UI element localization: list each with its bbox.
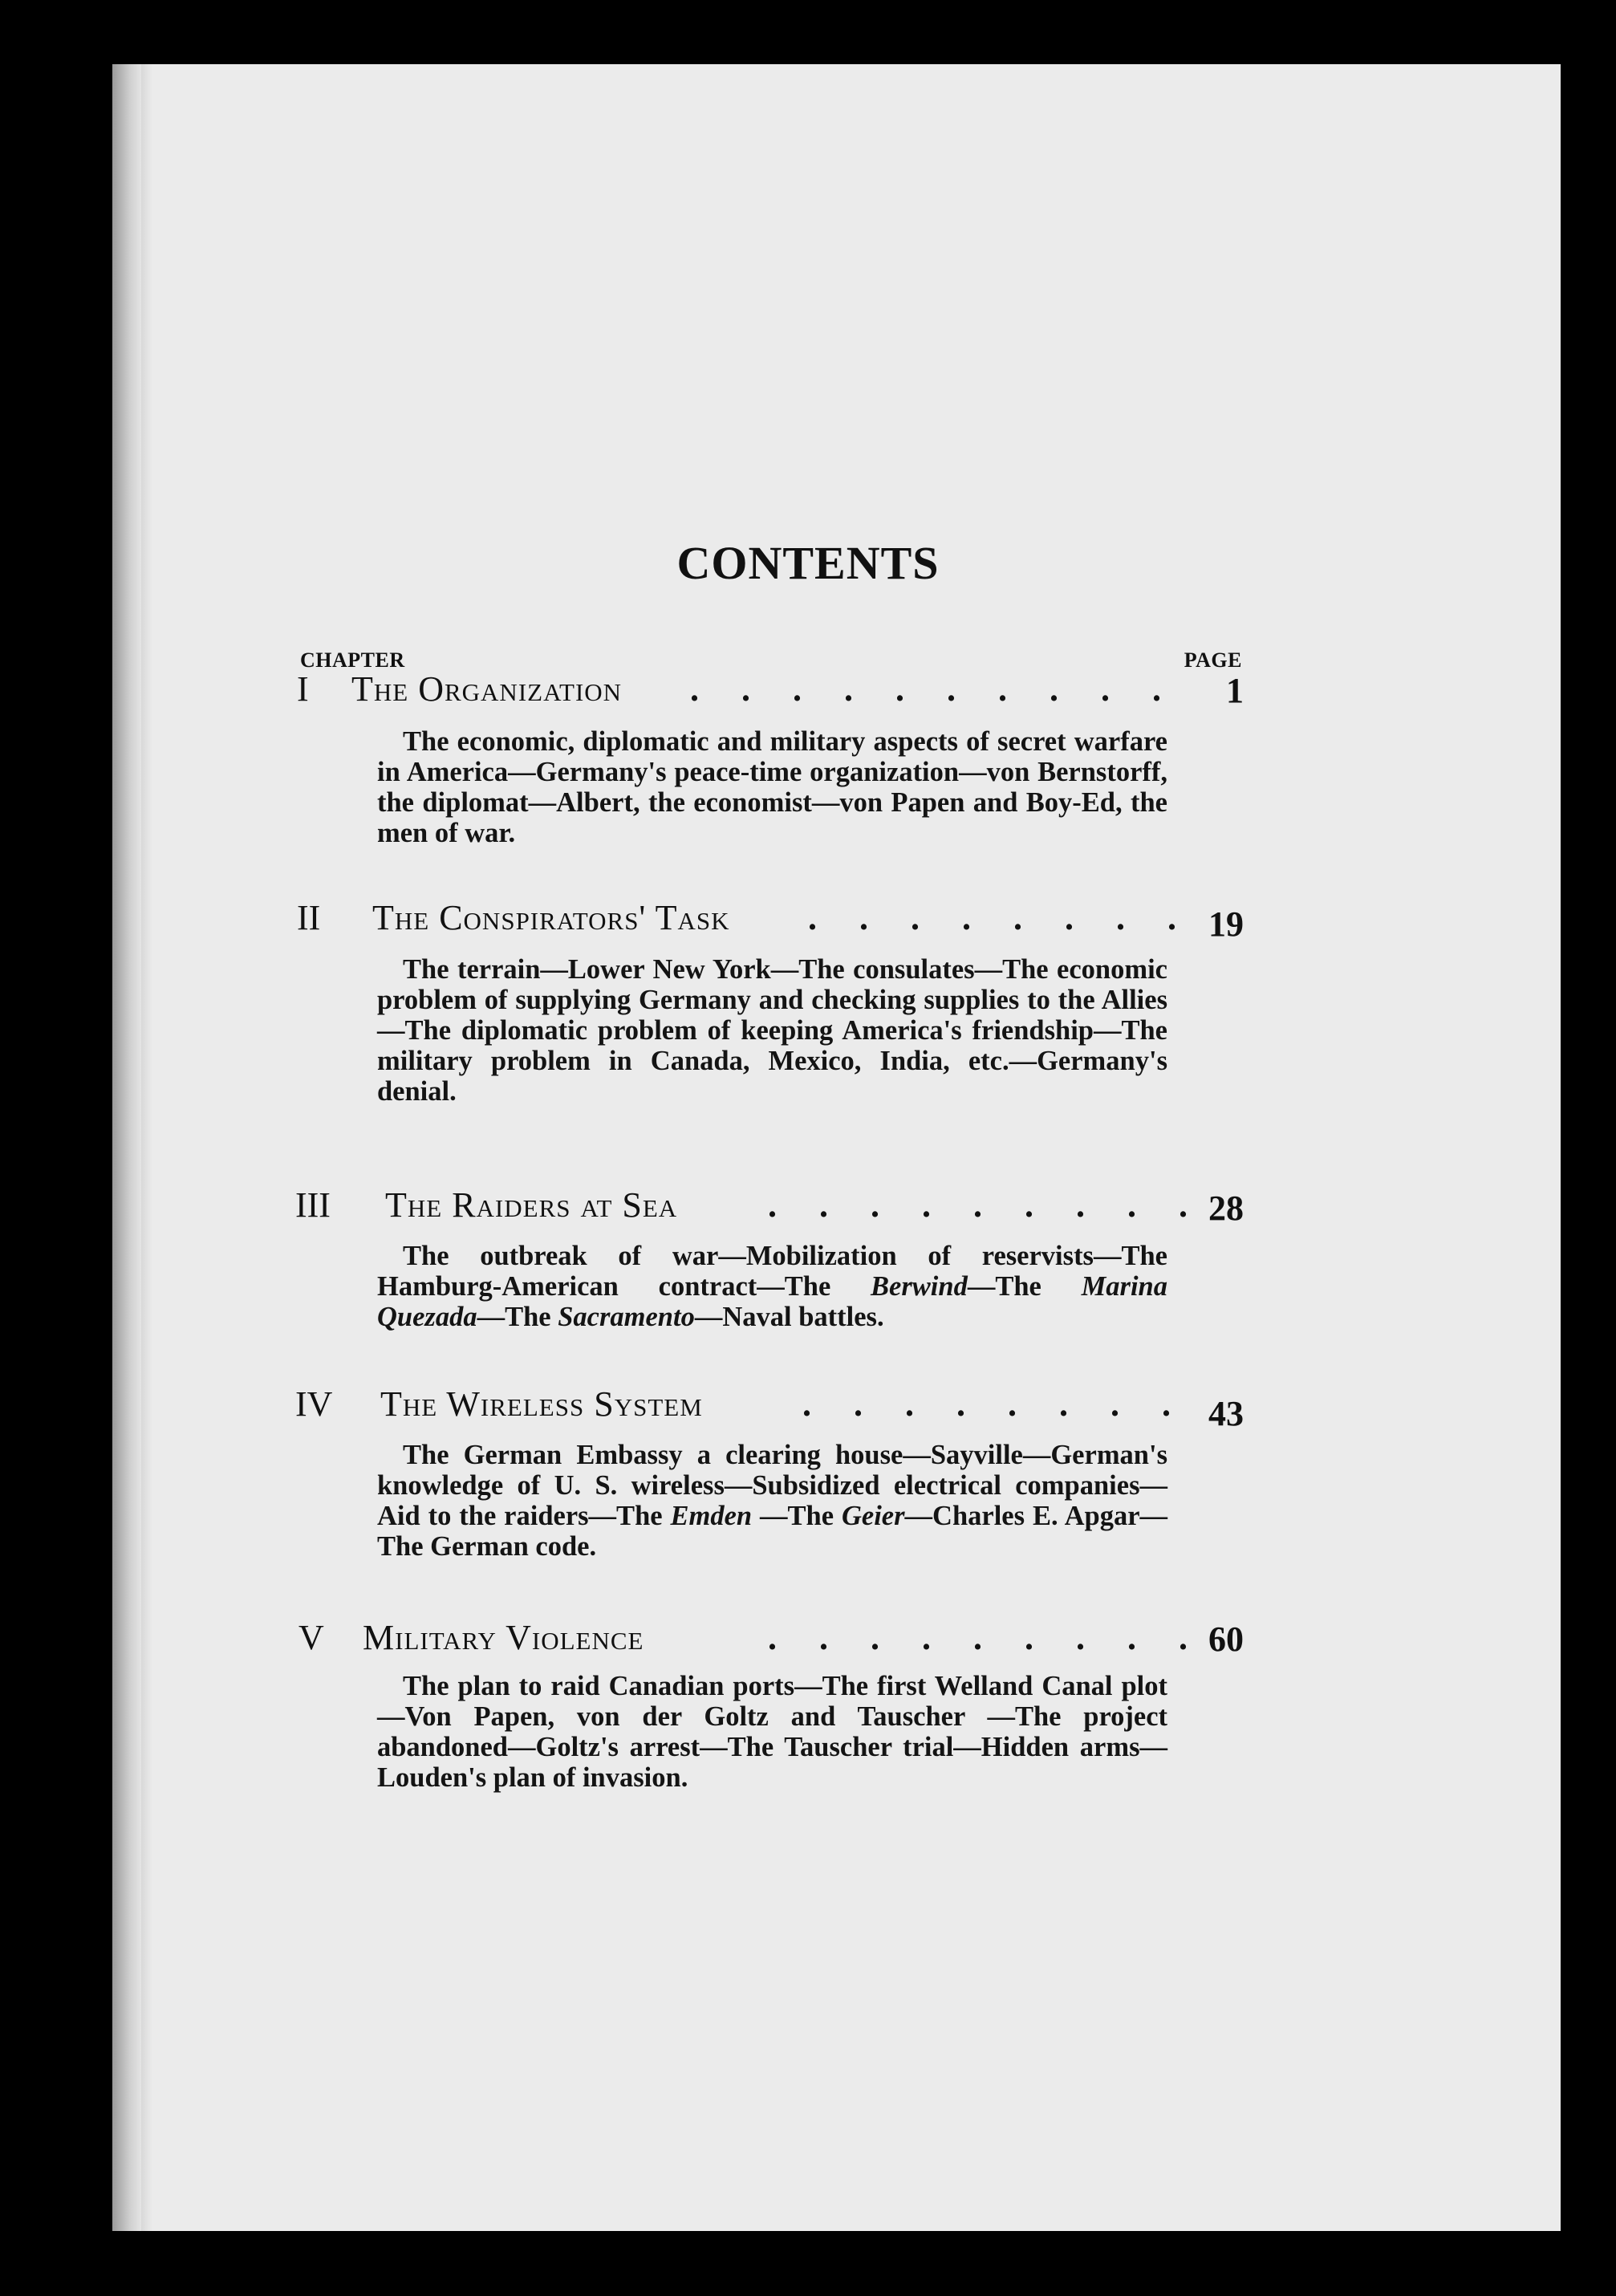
book-page [112,64,1561,2231]
chapter-title: The Conspirators' Task [372,898,730,937]
chapter-summary: The terrain—Lower New York—The consulates—The economic problem of supplying Germany and checking supplies to the Allies—The diplomatic problem of keeping America's friendship—The military problem in Canada, Mexico, India, etc.—Germany's denial. [377,954,1167,1107]
chapter-number: V [298,1618,324,1657]
chapter-column-header: CHAPTER [300,648,405,672]
chapter-number: III [295,1185,331,1225]
toc-entry-4 [289,1384,1244,1433]
chapter-title: The Raiders at Sea [385,1185,678,1225]
chapter-number: IV [295,1384,333,1424]
leader-dots: . . . . . . . . . [768,1618,1204,1657]
leader-dots: . . . . . . . . [808,898,1193,937]
ship-name-geier: Geier [841,1501,905,1531]
toc-entry-5 [289,1617,1244,1662]
chapter-summary: The German Embassy a clearing house—Sayville—German's knowledge of U. S. wireless—Subsidized electrical companies—Aid to the raiders—The Emden —The Geier—Charles E. Apgar—The German code. [377,1440,1168,1562]
page-number: 60 [1208,1619,1244,1659]
leader-dots: . . . . . . . . . [768,1185,1204,1225]
book-spine [112,64,141,2231]
chapter-number: I [297,669,309,709]
chapter-summary: The outbreak of war—Mobilization of reservists—The Hamburg-American contract—The Berwind—The Marina Quezada—The Sacramento—Naval battles. [377,1241,1167,1332]
toc-entry-2 [289,897,1244,942]
chapter-number: II [297,898,321,937]
page-number: 19 [1208,904,1244,944]
ship-name-berwind: Berwind [871,1271,968,1302]
ship-name-marina-quezada: Marina Quezada [377,1271,1167,1332]
leader-dots: . . . . . . . . . . [690,669,1178,709]
page-number: 1 [1226,671,1244,710]
toc-entry-1 [289,668,1244,713]
toc-entry-3 [289,1185,1244,1229]
page-title: CONTENTS [676,537,940,589]
chapter-summary: The plan to raid Canadian ports—The first Welland Canal plot—Von Papen, von der Goltz and Tauscher —The project abandoned—Goltz's arrest—The Tauscher trial—Hidden arms—Louden's plan of invasion. [377,1671,1167,1793]
gutter-shadow [141,64,152,2231]
page-column-header: PAGE [1184,648,1242,672]
chapter-title: The Organization [351,669,623,709]
ship-name-sacramento: Sacramento [558,1302,695,1332]
leader-dots: . . . . . . . . [802,1384,1188,1424]
chapter-title: Military Violence [363,1618,644,1657]
page-number: 28 [1208,1189,1244,1228]
ship-name-emden: Emden [670,1501,753,1531]
chapter-title: The Wireless System [380,1384,703,1424]
page-number: 43 [1208,1394,1244,1433]
chapter-summary: The economic, diplomatic and military aspects of secret warfare in America—Germany's peace-time organization—von Bernstorff, the diplomat—Albert, the economist—von Papen and Boy-Ed, the men of war. [377,726,1167,848]
